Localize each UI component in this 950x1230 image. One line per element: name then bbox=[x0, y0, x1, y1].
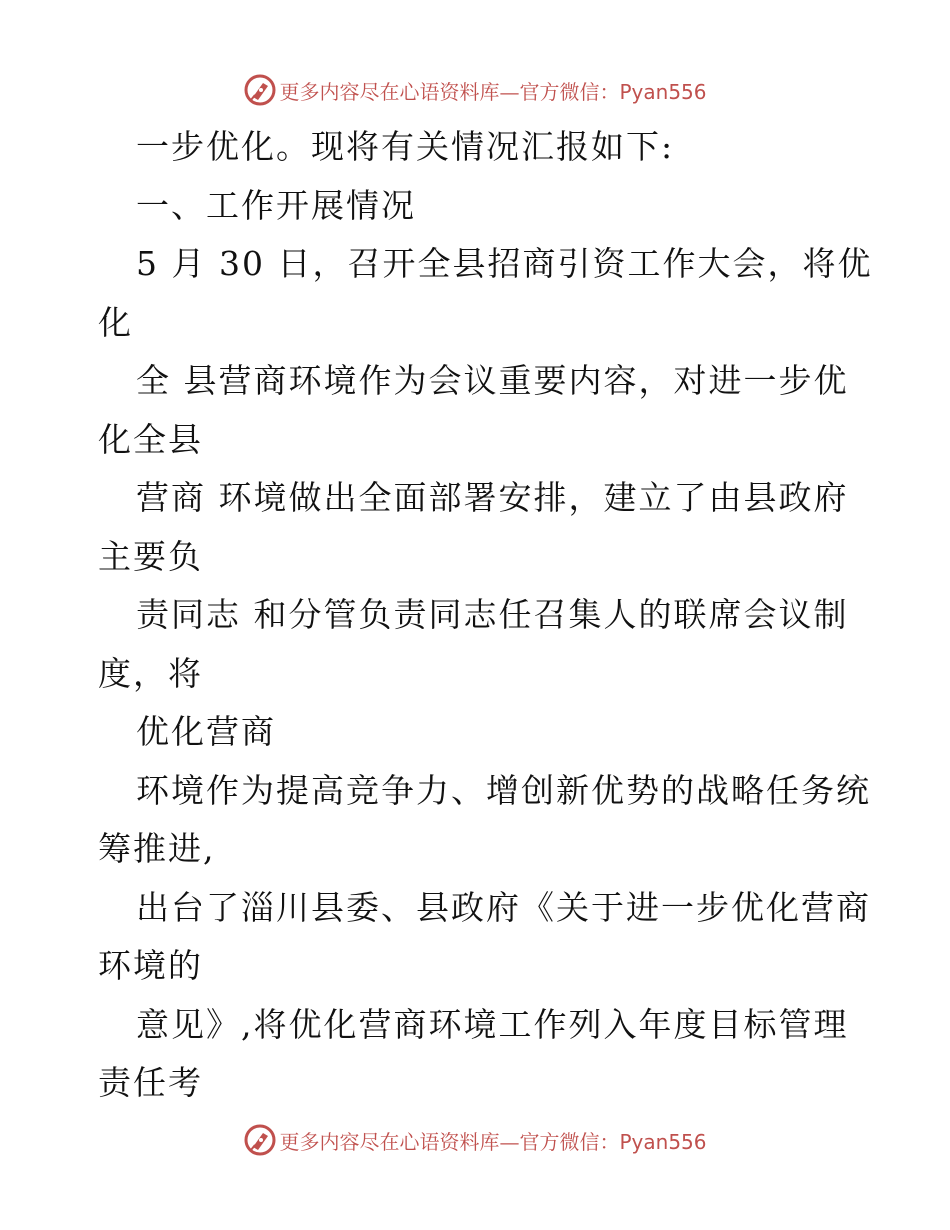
paragraph-line: 意见》,将优化营商环境工作列入年度目标管理 bbox=[136, 1004, 849, 1044]
paragraph-line: 环境的 bbox=[98, 946, 203, 985]
paragraph-line: 环境作为提高竞争力、增创新优势的战略任务统 bbox=[136, 770, 871, 810]
paragraph-line: 出台了淄川县委、县政府《关于进一步优化营商 bbox=[136, 887, 871, 927]
watermark-site: 更多内容尽在心语资料库 bbox=[279, 79, 500, 104]
paragraph-line: 主要负 bbox=[98, 536, 203, 576]
paragraph-line: 优化营商 bbox=[136, 712, 276, 751]
paragraph-line: 责任考 bbox=[98, 1063, 203, 1102]
watermark-text bbox=[279, 76, 706, 105]
watermark-wechat-label: 官方微信： bbox=[519, 1129, 620, 1154]
watermark-wechat-id: Pyan556 bbox=[619, 79, 707, 104]
paragraph-line: 5 月 30 日，召开全县招商引资工作大会，将优 bbox=[136, 244, 873, 283]
watermark-wechat-id: Pyan556 bbox=[619, 1129, 707, 1154]
paragraph-line: 全 县营商环境作为会议重要内容，对进一步优 bbox=[136, 361, 849, 400]
watermark-text bbox=[279, 1126, 706, 1155]
paragraph-line: 营商 环境做出全面部署安排，建立了由县政府 bbox=[136, 478, 849, 517]
paragraph-line: 筹推进, bbox=[98, 829, 216, 868]
paragraph-line: 责同志 和分管负责同志任召集人的联席会议制 bbox=[136, 595, 849, 634]
paragraph-line: 化全县 bbox=[98, 419, 203, 459]
pen-nib-logo-icon bbox=[243, 73, 277, 107]
pen-nib-logo-icon bbox=[243, 1123, 277, 1157]
paragraph-line: 一步优化。现将有关情况汇报如下: bbox=[136, 127, 675, 166]
watermark-separator: — bbox=[499, 79, 520, 104]
paragraph-line: 一、工作开展情况 bbox=[136, 185, 416, 225]
paragraph-line: 度，将 bbox=[98, 653, 203, 693]
watermark-wechat-label: 官方微信： bbox=[519, 79, 620, 104]
watermark-separator: — bbox=[499, 1129, 520, 1154]
header-watermark bbox=[0, 70, 950, 110]
paragraph-line: 化 bbox=[98, 302, 133, 342]
footer-watermark bbox=[0, 1120, 950, 1160]
document-body bbox=[98, 118, 873, 1113]
watermark-site: 更多内容尽在心语资料库 bbox=[279, 1129, 500, 1154]
